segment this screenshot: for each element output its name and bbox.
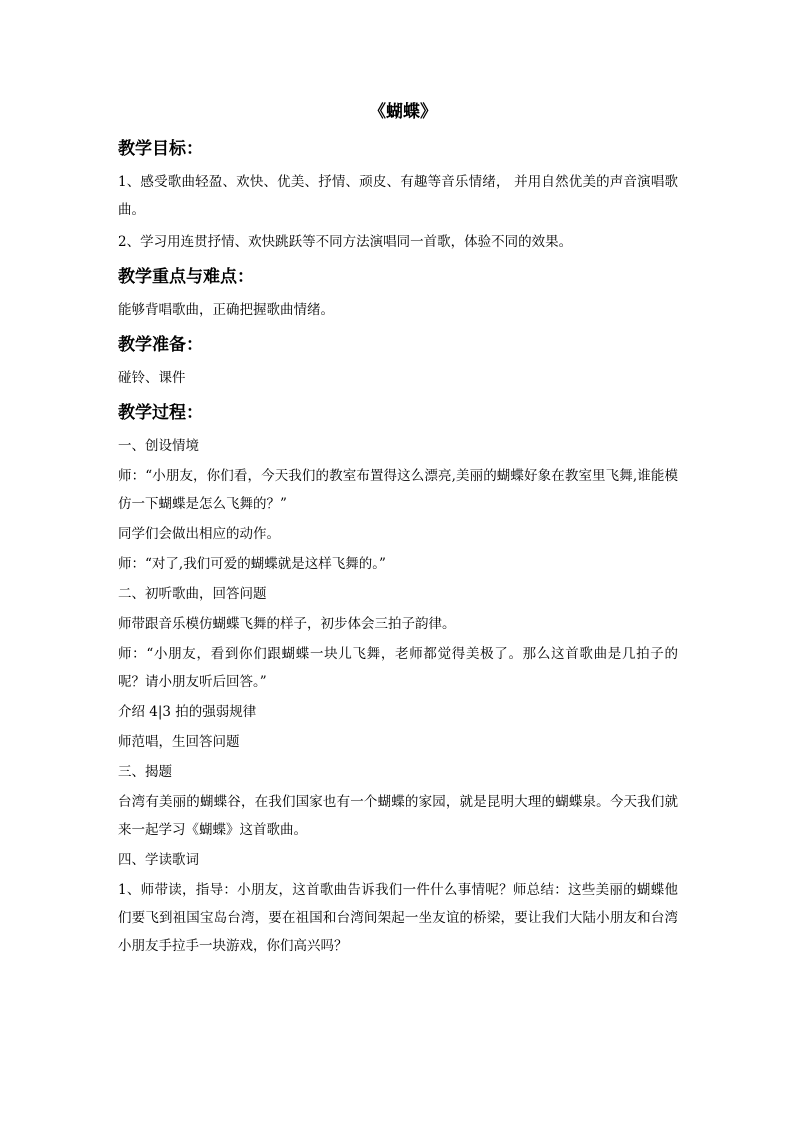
section-process	[118, 400, 678, 960]
section-heading: 教学目标：	[118, 139, 203, 159]
section-objectives	[118, 136, 678, 256]
paragraph: 一、创设情境	[118, 438, 199, 454]
paragraph: 三、揭题	[118, 764, 172, 780]
section-heading: 教学准备：	[118, 335, 203, 355]
paragraph: 2、学习用连贯抒情、欢快跳跃等不同方法演唱同一首歌，体验不同的效果。	[118, 234, 573, 250]
paragraph: 1、师带读，指导：小朋友，这首歌曲告诉我们一件什么事情呢？师总结：这些美丽的蝴蝶他们要飞到祖国宝岛台湾，要在祖国和台湾间架起一坐友谊的桥梁，要让我们大陆小朋友和台湾小朋友手拉手一块游戏，你们高兴吗？	[118, 882, 678, 954]
paragraph: 介绍 4|3 拍的强弱规律	[118, 704, 257, 720]
paragraph: 师：“小朋友，你们看，今天我们的教室布置得这么漂亮,美丽的蝴蝶好象在教室里飞舞,谁能模仿一下蝴蝶是怎么飞舞的？”	[118, 468, 678, 512]
paragraph: 1、感受歌曲轻盈、欢快、优美、抒情、顽皮、有趣等音乐情绪， 并用自然优美的声音演唱歌曲。	[118, 174, 678, 218]
paragraph: 师带跟音乐模仿蝴蝶飞舞的样子，初步体会三拍子韵律。	[118, 616, 456, 632]
section-heading: 教学重点与难点：	[118, 267, 254, 287]
document-page	[118, 100, 678, 962]
paragraph: 师范唱，生回答问题	[118, 734, 240, 750]
section-key-points	[118, 264, 678, 324]
paragraph: 同学们会做出相应的动作。	[118, 526, 280, 542]
document-title: 《蝴蝶》	[369, 102, 437, 122]
section-preparation	[118, 332, 678, 392]
paragraph: 师：“对了,我们可爱的蝴蝶就是这样飞舞的。”	[118, 556, 386, 572]
paragraph: 能够背唱歌曲，正确把握歌曲情绪。	[118, 302, 334, 318]
paragraph: 二、初听歌曲，回答问题	[118, 586, 267, 602]
paragraph: 碰铃、课件	[118, 370, 186, 386]
paragraph: 师：“小朋友，看到你们跟蝴蝶一块儿飞舞，老师都觉得美极了。那么这首歌曲是几拍子的呢？请小朋友听后回答。”	[118, 646, 678, 690]
paragraph: 台湾有美丽的蝴蝶谷，在我们国家也有一个蝴蝶的家园，就是昆明大理的蝴蝶泉。今天我们就来一起学习《蝴蝶》这首歌曲。	[118, 794, 678, 838]
paragraph: 四、学读歌词	[118, 852, 199, 868]
section-heading: 教学过程：	[118, 403, 203, 423]
